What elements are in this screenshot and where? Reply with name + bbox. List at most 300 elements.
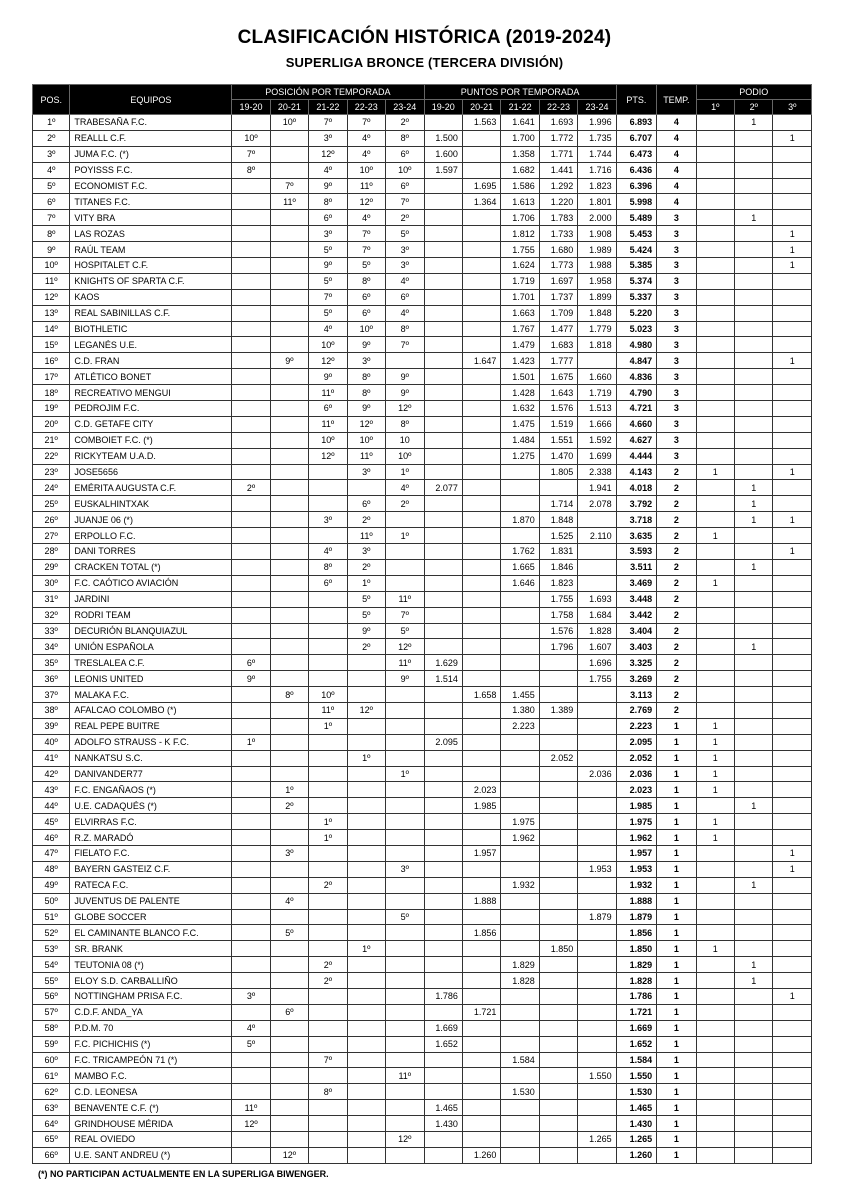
position-cell: 9º (309, 258, 347, 274)
podium-cell (735, 385, 773, 401)
pos-cell: 56º (33, 988, 70, 1004)
total-points-cell: 4.143 (616, 464, 656, 480)
points-cell (424, 210, 462, 226)
podium-cell: 1 (773, 130, 812, 146)
podium-cell (696, 1132, 734, 1148)
total-points-cell: 1.828 (616, 973, 656, 989)
points-cell (462, 575, 500, 591)
team-cell: PEDROJIM F.C. (70, 401, 232, 417)
position-cell: 4º (309, 544, 347, 560)
position-cell (270, 432, 308, 448)
position-cell (232, 448, 270, 464)
podium-cell (735, 448, 773, 464)
position-cell (270, 289, 308, 305)
pos-cell: 64º (33, 1116, 70, 1132)
pos-cell: 54º (33, 957, 70, 973)
position-cell: 10º (270, 115, 308, 131)
points-cell (424, 973, 462, 989)
podium-cell (696, 877, 734, 893)
position-cell: 7º (347, 115, 385, 131)
position-cell (270, 766, 308, 782)
podium-cell: 1 (735, 559, 773, 575)
podium-cell (735, 401, 773, 417)
podium-cell: 1 (696, 528, 734, 544)
total-points-cell: 3.325 (616, 655, 656, 671)
podium-cell (735, 925, 773, 941)
position-cell: 9º (309, 369, 347, 385)
podium-cell: 1 (735, 496, 773, 512)
position-cell (386, 734, 424, 750)
points-cell: 2.223 (501, 718, 539, 734)
position-cell (347, 1004, 385, 1020)
points-cell (578, 893, 616, 909)
points-cell: 1.709 (539, 305, 577, 321)
total-points-cell: 1.721 (616, 1004, 656, 1020)
total-points-cell: 1.829 (616, 957, 656, 973)
team-cell: RODRI TEAM (70, 607, 232, 623)
seasons-cell: 3 (657, 432, 696, 448)
pos-cell: 27º (33, 528, 70, 544)
seasons-cell: 1 (657, 1052, 696, 1068)
points-cell: 1.695 (462, 178, 500, 194)
pos-cell: 48º (33, 861, 70, 877)
points-cell (462, 988, 500, 1004)
table-row (33, 702, 812, 718)
points-cell (424, 115, 462, 131)
seasons-cell: 1 (657, 1020, 696, 1036)
points-cell (424, 623, 462, 639)
points-cell (424, 544, 462, 560)
seasons-cell: 3 (657, 337, 696, 353)
team-cell: LEONIS UNITED (70, 671, 232, 687)
position-cell (347, 1147, 385, 1163)
points-cell (578, 734, 616, 750)
pos-cell: 66º (33, 1147, 70, 1163)
podium-cell (773, 321, 812, 337)
points-cell: 1.828 (501, 973, 539, 989)
points-cell: 2.023 (462, 782, 500, 798)
total-points-cell: 2.023 (616, 782, 656, 798)
points-cell (462, 1036, 500, 1052)
position-cell: 10º (386, 162, 424, 178)
position-cell (270, 385, 308, 401)
points-cell (424, 893, 462, 909)
podium-cell: 1 (696, 766, 734, 782)
podium-cell (735, 1036, 773, 1052)
podium-cell (696, 671, 734, 687)
points-cell: 1.663 (501, 305, 539, 321)
table-row (33, 909, 812, 925)
team-cell: BAYERN GASTEIZ C.F. (70, 861, 232, 877)
header-podio-place: 2º (735, 100, 773, 115)
podium-cell (735, 845, 773, 861)
position-cell (232, 305, 270, 321)
position-cell (232, 766, 270, 782)
points-cell (424, 607, 462, 623)
podium-cell (696, 130, 734, 146)
points-cell: 1.796 (539, 639, 577, 655)
podium-cell (696, 1036, 734, 1052)
table-row (33, 607, 812, 623)
points-cell (501, 607, 539, 623)
points-cell: 1.465 (424, 1100, 462, 1116)
podium-cell (696, 687, 734, 703)
position-cell (270, 814, 308, 830)
total-points-cell: 6.893 (616, 115, 656, 131)
points-cell: 1.484 (501, 432, 539, 448)
position-cell: 3º (270, 845, 308, 861)
seasons-cell: 1 (657, 1116, 696, 1132)
team-cell: EL CAMINANTE BLANCO F.C. (70, 925, 232, 941)
podium-cell (735, 226, 773, 242)
total-points-cell: 5.337 (616, 289, 656, 305)
position-cell (232, 750, 270, 766)
points-cell (539, 766, 577, 782)
podium-cell (696, 909, 734, 925)
podium-cell (735, 369, 773, 385)
points-cell (462, 861, 500, 877)
podium-cell (773, 1132, 812, 1148)
team-cell: JUANJE 06 (*) (70, 512, 232, 528)
podium-cell (696, 353, 734, 369)
points-cell (578, 988, 616, 1004)
position-cell: 8º (386, 321, 424, 337)
page-subtitle: SUPERLIGA BRONCE (TERCERA DIVISIÓN) (285, 55, 564, 70)
podium-cell (696, 1100, 734, 1116)
position-cell (232, 432, 270, 448)
table-row (33, 448, 812, 464)
table-row (33, 210, 812, 226)
position-cell (347, 845, 385, 861)
table-row (33, 925, 812, 941)
seasons-cell: 2 (657, 671, 696, 687)
position-cell (309, 861, 347, 877)
position-cell: 10º (309, 687, 347, 703)
points-cell (462, 305, 500, 321)
position-cell (232, 210, 270, 226)
table-row (33, 1068, 812, 1084)
position-cell: 7º (309, 115, 347, 131)
position-cell: 8º (347, 369, 385, 385)
podium-cell (773, 877, 812, 893)
podium-cell (696, 559, 734, 575)
points-cell: 1.829 (501, 957, 539, 973)
podium-cell (773, 623, 812, 639)
team-cell: TRESLALEA C.F. (70, 655, 232, 671)
pos-cell: 51º (33, 909, 70, 925)
position-cell: 8º (232, 162, 270, 178)
total-points-cell: 3.269 (616, 671, 656, 687)
position-cell (347, 798, 385, 814)
points-cell: 1.441 (539, 162, 577, 178)
team-cell: F.C. PICHICHIS (*) (70, 1036, 232, 1052)
position-cell: 3º (309, 512, 347, 528)
points-cell: 1.758 (539, 607, 577, 623)
points-cell (501, 782, 539, 798)
position-cell: 3º (309, 226, 347, 242)
podium-cell (773, 798, 812, 814)
pos-cell: 12º (33, 289, 70, 305)
table-row (33, 1052, 812, 1068)
table-row (33, 861, 812, 877)
seasons-cell: 1 (657, 845, 696, 861)
total-points-cell: 1.985 (616, 798, 656, 814)
points-cell (462, 226, 500, 242)
position-cell: 5º (232, 1036, 270, 1052)
podium-cell (696, 210, 734, 226)
points-cell: 2.000 (578, 210, 616, 226)
table-row (33, 512, 812, 528)
seasons-cell: 1 (657, 877, 696, 893)
podium-cell (696, 432, 734, 448)
points-cell (462, 766, 500, 782)
podium-cell (696, 591, 734, 607)
position-cell: 8º (309, 194, 347, 210)
total-points-cell: 1.953 (616, 861, 656, 877)
podium-cell (773, 687, 812, 703)
total-points-cell: 3.448 (616, 591, 656, 607)
points-cell: 2.110 (578, 528, 616, 544)
total-points-cell: 2.769 (616, 702, 656, 718)
seasons-cell: 2 (657, 607, 696, 623)
position-cell (386, 925, 424, 941)
position-cell (270, 528, 308, 544)
points-cell (424, 353, 462, 369)
points-cell (424, 1132, 462, 1148)
seasons-cell: 1 (657, 941, 696, 957)
points-cell (424, 242, 462, 258)
position-cell (232, 1052, 270, 1068)
points-cell (539, 1004, 577, 1020)
points-cell (578, 718, 616, 734)
points-cell (462, 210, 500, 226)
podium-cell (735, 1084, 773, 1100)
position-cell: 10º (347, 321, 385, 337)
podium-cell (735, 782, 773, 798)
points-cell: 1.364 (462, 194, 500, 210)
points-cell: 1.643 (539, 385, 577, 401)
points-cell: 1.719 (578, 385, 616, 401)
podium-cell (735, 909, 773, 925)
points-cell: 1.550 (578, 1068, 616, 1084)
points-cell (501, 909, 539, 925)
header-season: 23-24 (386, 100, 424, 115)
points-cell (501, 734, 539, 750)
total-points-cell: 3.511 (616, 559, 656, 575)
pos-cell: 25º (33, 496, 70, 512)
points-cell (539, 1036, 577, 1052)
podium-cell: 1 (696, 464, 734, 480)
points-cell (424, 1147, 462, 1163)
points-cell (501, 988, 539, 1004)
seasons-cell: 1 (657, 1147, 696, 1163)
seasons-cell: 4 (657, 162, 696, 178)
podium-cell (696, 861, 734, 877)
points-cell: 1.693 (578, 591, 616, 607)
position-cell: 6º (309, 401, 347, 417)
points-cell (539, 782, 577, 798)
points-cell (578, 750, 616, 766)
points-cell: 1.423 (501, 353, 539, 369)
position-cell: 9º (347, 623, 385, 639)
position-cell: 12º (347, 194, 385, 210)
points-cell: 1.771 (539, 146, 577, 162)
pos-cell: 17º (33, 369, 70, 385)
seasons-cell: 3 (657, 321, 696, 337)
points-cell (424, 798, 462, 814)
position-cell: 2º (232, 480, 270, 496)
seasons-cell: 1 (657, 909, 696, 925)
points-cell (424, 432, 462, 448)
podium-cell (696, 544, 734, 560)
points-cell (462, 830, 500, 846)
total-points-cell: 1.786 (616, 988, 656, 1004)
position-cell: 12º (270, 1147, 308, 1163)
podium-cell: 1 (696, 941, 734, 957)
position-cell: 5º (386, 623, 424, 639)
position-cell: 3º (347, 544, 385, 560)
team-cell: ATLÉTICO BONET (70, 369, 232, 385)
position-cell (386, 893, 424, 909)
position-cell (386, 702, 424, 718)
total-points-cell: 5.424 (616, 242, 656, 258)
points-cell (539, 1068, 577, 1084)
header-season: 20-21 (462, 100, 500, 115)
points-cell (462, 734, 500, 750)
podium-cell (735, 178, 773, 194)
team-cell: RECREATIVO MENGUI (70, 385, 232, 401)
points-cell (424, 1052, 462, 1068)
position-cell: 2º (347, 512, 385, 528)
table-row (33, 1036, 812, 1052)
seasons-cell: 2 (657, 559, 696, 575)
position-cell: 11º (309, 702, 347, 718)
position-cell (270, 305, 308, 321)
podium-cell (696, 1004, 734, 1020)
points-cell (462, 337, 500, 353)
points-cell (424, 830, 462, 846)
points-cell: 1.428 (501, 385, 539, 401)
position-cell: 12º (309, 353, 347, 369)
total-points-cell: 5.489 (616, 210, 656, 226)
podium-cell (735, 1147, 773, 1163)
position-cell: 10º (347, 432, 385, 448)
position-cell: 4º (232, 1020, 270, 1036)
position-cell (232, 528, 270, 544)
pos-cell: 29º (33, 559, 70, 575)
podium-cell (773, 750, 812, 766)
pos-cell: 65º (33, 1132, 70, 1148)
position-cell: 12º (309, 146, 347, 162)
total-points-cell: 6.473 (616, 146, 656, 162)
position-cell (386, 1004, 424, 1020)
team-cell: U.E. CADAQUÉS (*) (70, 798, 232, 814)
seasons-cell: 2 (657, 591, 696, 607)
points-cell: 1.479 (501, 337, 539, 353)
points-cell (462, 607, 500, 623)
podium-cell (735, 464, 773, 480)
points-cell: 1.818 (578, 337, 616, 353)
points-cell: 1.805 (539, 464, 577, 480)
position-cell (309, 734, 347, 750)
points-cell (424, 305, 462, 321)
points-cell: 1.380 (501, 702, 539, 718)
position-cell (386, 750, 424, 766)
table-row (33, 718, 812, 734)
points-cell (462, 1132, 500, 1148)
position-cell: 10 (386, 432, 424, 448)
points-cell (424, 1084, 462, 1100)
podium-cell (696, 305, 734, 321)
points-cell: 1.848 (539, 512, 577, 528)
points-cell: 1.957 (462, 845, 500, 861)
podium-cell: 1 (773, 258, 812, 274)
position-cell (232, 830, 270, 846)
points-cell: 1.669 (424, 1020, 462, 1036)
total-points-cell: 1.265 (616, 1132, 656, 1148)
points-cell (424, 194, 462, 210)
pos-cell: 13º (33, 305, 70, 321)
position-cell: 3º (386, 242, 424, 258)
position-cell (386, 941, 424, 957)
position-cell (232, 337, 270, 353)
position-cell (347, 893, 385, 909)
seasons-cell: 1 (657, 734, 696, 750)
podium-cell (773, 671, 812, 687)
team-cell: JUVENTUS DE PALENTE (70, 893, 232, 909)
podium-cell: 1 (696, 575, 734, 591)
points-cell (578, 1147, 616, 1163)
position-cell (232, 242, 270, 258)
podium-cell (735, 194, 773, 210)
points-cell (501, 480, 539, 496)
position-cell (232, 289, 270, 305)
position-cell (347, 718, 385, 734)
podium-cell (735, 607, 773, 623)
podium-cell (773, 782, 812, 798)
position-cell: 3º (309, 130, 347, 146)
points-cell: 2.077 (424, 480, 462, 496)
total-points-cell: 1.669 (616, 1020, 656, 1036)
points-cell (424, 702, 462, 718)
total-points-cell: 4.847 (616, 353, 656, 369)
points-cell (501, 925, 539, 941)
team-cell: F.C. CAÓTICO AVIACIÓN (70, 575, 232, 591)
position-cell (347, 1084, 385, 1100)
position-cell (309, 988, 347, 1004)
points-cell (539, 480, 577, 496)
podium-cell (735, 289, 773, 305)
points-cell: 1.772 (539, 130, 577, 146)
podium-cell (735, 1004, 773, 1020)
podium-cell (773, 496, 812, 512)
points-cell: 1.850 (539, 941, 577, 957)
position-cell (309, 766, 347, 782)
points-cell: 1.975 (501, 814, 539, 830)
position-cell (309, 607, 347, 623)
table-row (33, 671, 812, 687)
team-cell: DECURIÓN BLANQUIAZUL (70, 623, 232, 639)
pos-cell: 9º (33, 242, 70, 258)
table-row (33, 369, 812, 385)
team-cell: HOSPITALET C.F. (70, 258, 232, 274)
team-cell: UNIÓN ESPAÑOLA (70, 639, 232, 655)
podium-cell: 1 (735, 798, 773, 814)
podium-cell (696, 401, 734, 417)
position-cell (347, 734, 385, 750)
podium-cell (773, 194, 812, 210)
pos-cell: 31º (33, 591, 70, 607)
